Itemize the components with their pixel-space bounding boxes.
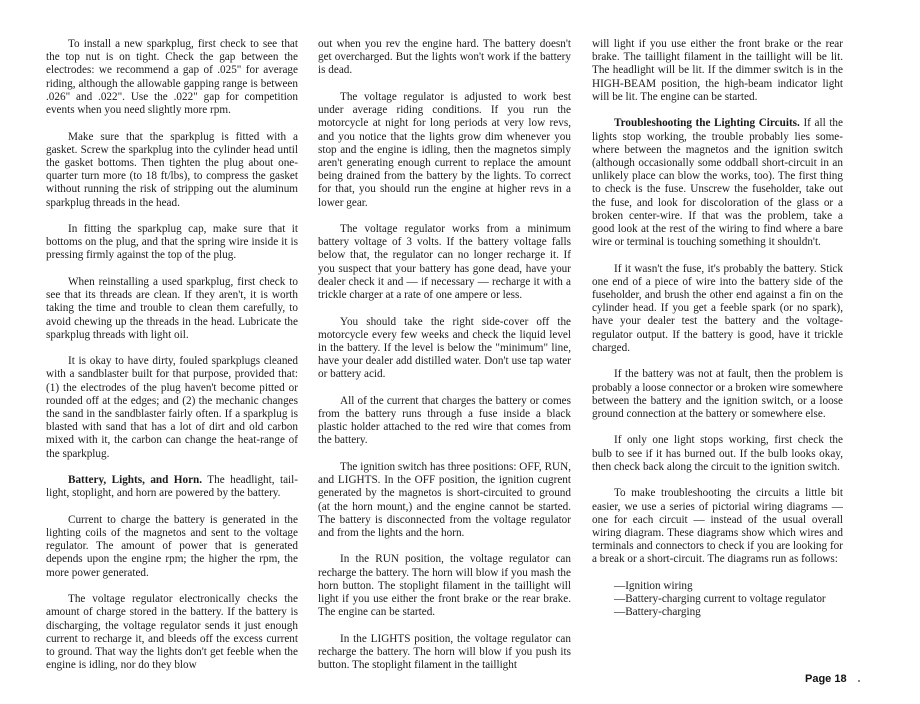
paragraph-text: If the battery was not at fault, then the problem is probably a loose connector or a broken wire somewhere between the battery and the ignition switch, or a loose ground connection at the battery or somewhere else. bbox=[592, 368, 844, 420]
paragraph-text: will light if you use either the front brake or the rear brake. The taillight filament in the taillight will be lit. The headlight will be lit. If the dimmer switch is in the HIGH-BEAM position, the high-beam indicator light will be lit. The engine can be started. bbox=[592, 38, 843, 103]
paragraph-text: If only one light stops working, first check the bulb to see if it has burned out. If the bulb looks okay, then check back along the circuit to the ignition switch. bbox=[592, 434, 843, 473]
paragraph bbox=[592, 117, 843, 249]
paragraph-text: To install a new sparkplug, first check to see that the top nut is on tight. Check the gap between the electrodes: we recommend a gap of .025" for average riding, although the allowable gapping range is between .026" and .022". Use the .022" gap for competition events when you need slightly more rpm. bbox=[46, 38, 298, 117]
text-column-3 bbox=[592, 38, 843, 620]
paragraph bbox=[318, 395, 571, 448]
text-column-1 bbox=[46, 38, 298, 686]
paragraph-text: In the RUN position, the voltage regulator can recharge the battery. The horn will blow if you mash the horn button. The stoplight filament in the taillight will light if you use either the front brake or the rear brake. The engine can be started. bbox=[318, 553, 571, 619]
paragraph bbox=[46, 474, 298, 500]
paragraph-text: The voltage regulator is adjusted to work best under average riding conditions. If you run the motorcycle at night for long periods at very low revs, and you notice that the lights grow dim whenever you stop and the engine is idling, then the magnetos simply aren't generating enough current to replace the amount being drained from the battery by the lights. To correct for that, you should run the engine at higher revs in a lower gear. bbox=[318, 90, 571, 209]
section-heading: Battery, Lights, and Horn. bbox=[68, 474, 203, 487]
paragraph-text: Make sure that the sparkplug is fitted with a gasket. Screw the sparkplug into the cylinder head until the gasket bottoms. Then tighten the plug about one-quarter turn more (to 18 ft/lbs), to compress the gasket without running the risk of stripping out the aluminum sparkplug threads in the head. bbox=[46, 130, 298, 209]
paragraphs bbox=[592, 38, 843, 567]
paragraph bbox=[318, 38, 571, 78]
paragraph-text: When reinstalling a used sparkplug, first check to see that its threads are clean. If they aren't, it is worth taking the time and trouble to clean them carefully, to avoid chewing up the threads in the head. Lubricate the sparkplug threads with light oil. bbox=[46, 275, 298, 341]
scan-speck bbox=[858, 680, 860, 682]
paragraph-text: If all the lights stop working, the trouble probably lies somewhere between the magnetos and the ignition switch (although occasionally some oddball short-circuit in an unlikely place can blow the works, too). The first thing to check is the fuse. Unscrew the fuseholder, take out the fuse, and look for discoloration of the glass or a broken center-wire. If that was the problem, take a good look at the rest of the wiring to find where a bare wire or terminal is touching something it shouldn't. bbox=[592, 117, 843, 249]
paragraph bbox=[592, 263, 843, 355]
paragraph bbox=[592, 38, 843, 104]
paragraph-text: The voltage regulator electronically checks the amount of charge stored in the battery. If the battery is discharging, the voltage regulator sends it just enough current to recharge it, and bleeds off the excess current to ground. That way the lights don't get feeble when the engine is idling, nor do they blow bbox=[46, 593, 298, 672]
paragraph bbox=[46, 355, 298, 461]
paragraph bbox=[46, 276, 298, 342]
paragraph-text: The ignition switch has three positions: OFF, RUN, and LIGHTS. In the OFF position, the ignition cugrent generated by the magnetos is short-circuited to ground (at the horn mount,) and the engine cannot be started. The battery is disconnected from the voltage regulator and from the lights and the horn. bbox=[318, 460, 571, 539]
paragraph bbox=[318, 316, 571, 382]
text-column-2 bbox=[318, 38, 571, 686]
paragraph-text: out when you rev the engine hard. The battery doesn't get overcharged. But the lights won't work if the battery is dead. bbox=[318, 38, 571, 77]
paragraph bbox=[46, 223, 298, 263]
paragraph-text: All of the current that charges the battery or comes from the battery runs through a fuse inside a black plastic holder attached to the red wire that comes from the battery. bbox=[318, 394, 571, 447]
paragraph bbox=[46, 514, 298, 580]
paragraph bbox=[318, 91, 571, 210]
section-heading: Troubleshooting the Lighting Circuits. bbox=[614, 117, 800, 130]
paragraph-text: The voltage regulator works from a minimum battery voltage of 3 volts. If the battery voltage falls below that, the regulator can no longer recharge it. If you suspect that your battery has gone dead, have your dealer check it and — if necessary — recharge it with a trickle charger at a rate of one ampere or less. bbox=[318, 223, 571, 302]
paragraph-text: In the LIGHTS position, the voltage regulator can recharge the battery. The horn will blow if you push its button. The stoplight filament in the taillight bbox=[318, 632, 571, 672]
paragraph-text: It is okay to have dirty, fouled sparkplugs cleaned with a sandblaster built for that purpose, provided that: (1) the electrodes of the plug haven't become pitted or rounded off at the edges; and (2) the mechanic changes the sand in the sandblaster fairly often. If a sparkplug is blasted with sand that has a lot of dirt and old carbon mixed with it, the carbon can change the heat-range of the sparkplug. bbox=[46, 355, 298, 460]
paragraph bbox=[46, 593, 298, 672]
wiring-diagram-list bbox=[592, 580, 843, 620]
paragraph bbox=[318, 461, 571, 540]
paragraph-text: The headlight, taillight, stoplight, and horn are powered by the battery. bbox=[46, 474, 298, 500]
list-item: —Battery-charging bbox=[614, 606, 701, 619]
paragraph bbox=[592, 487, 843, 566]
paragraph bbox=[318, 633, 571, 673]
paragraph bbox=[592, 434, 843, 474]
paragraph bbox=[318, 223, 571, 302]
paragraph bbox=[46, 38, 298, 117]
paragraph-text: In fitting the sparkplug cap, make sure that it bottoms on the plug, and that the spring wire inside it is pressing firmly against the top of the plug. bbox=[46, 223, 298, 262]
paragraph-text: You should take the right side-cover off the motorcycle every few weeks and check the liquid level in the battery. If the level is below the "minimum" line, have your dealer add distilled water. Don't use tap water or battery acid. bbox=[318, 315, 571, 381]
list-item: —Ignition wiring bbox=[614, 579, 693, 592]
paragraph bbox=[318, 553, 571, 619]
page-number: Page 18 bbox=[805, 673, 847, 685]
paragraph bbox=[592, 368, 843, 421]
paragraph-text: Current to charge the battery is generated in the lighting coils of the magnetos and sent to the voltage regulator. The amount of power that is generated depends upon the engine rpm; the higher the rpm, the more power generated. bbox=[46, 513, 298, 579]
paragraph-text: If it wasn't the fuse, it's probably the battery. Stick one end of a piece of wire into the battery side of the fuseholder, and brush the other end against a fin on the cylinder head. If you get a feeble spark (or no spark), have your dealer test the battery and the voltage-regulator output. If the battery is good, have it trickle charged. bbox=[592, 262, 843, 354]
paragraph bbox=[46, 131, 298, 210]
paragraph-text: To make troubleshooting the circuits a little bit easier, we use a series of pictorial wiring diagrams — one for each circuit — instead of the usual overall wiring diagram. These diagrams show which wires and terminals and connectors to check if you are looking for a break or a short-circuit. The diagrams run as follows: bbox=[592, 487, 843, 566]
list-item: —Battery-charging current to voltage regulator bbox=[614, 593, 826, 606]
